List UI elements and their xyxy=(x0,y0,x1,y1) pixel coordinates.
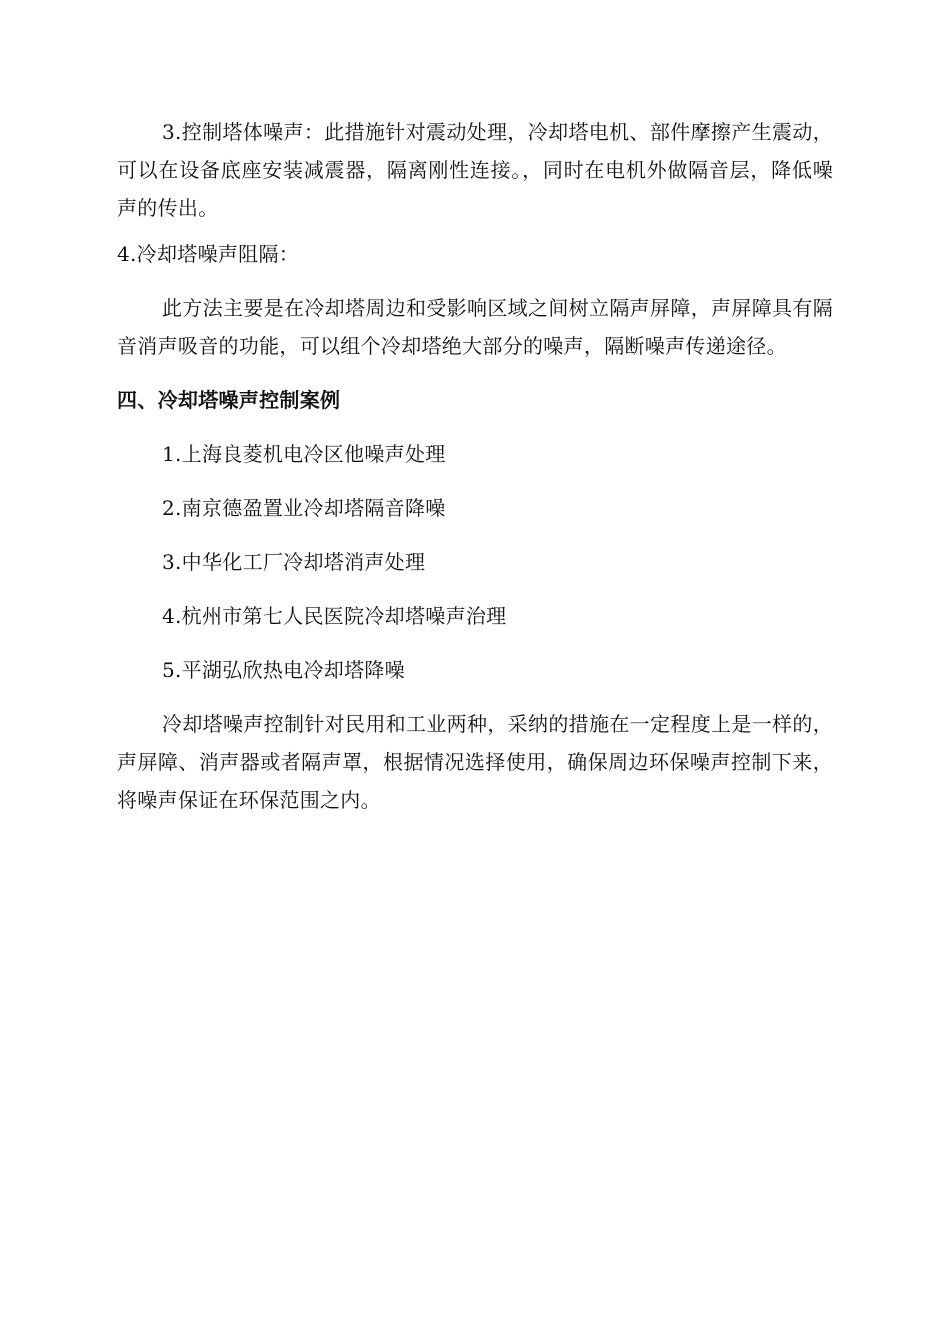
section4-heading: 四、冷却塔噪声控制案例 xyxy=(117,388,341,412)
document-page xyxy=(117,113,833,819)
item4-title: 4.冷却塔噪声阻隔： xyxy=(117,242,300,266)
item3-paragraph: 3.控制塔体噪声：此措施针对震动处理，冷却塔电机、部件摩擦产生震动，可以在设备底座安装减震器，隔离刚性连接。，同时在电机外做隔音层，降低噪声的传出。 xyxy=(117,120,833,220)
case-item-5: 5.平湖弘欣热电冷却塔降噪 xyxy=(162,658,405,682)
item4-paragraph: 此方法主要是在冷却塔周边和受影响区域之间树立隔声屏障，声屏障具有隔音消声吸音的功能，可以组个冷却塔绝大部分的噪声，隔断噪声传递途径。 xyxy=(117,296,833,358)
case-item-1: 1.上海良菱机电冷区他噪声处理 xyxy=(162,442,446,466)
case-item-2: 2.南京德盈置业冷却塔隔音降噪 xyxy=(162,496,446,520)
case-item-3: 3.中华化工厂冷却塔消声处理 xyxy=(162,550,426,574)
case-item-4: 4.杭州市第七人民医院冷却塔噪声治理 xyxy=(162,604,507,628)
conclusion-paragraph: 冷却塔噪声控制针对民用和工业两种，采纳的措施在一定程度上是一样的，声屏障、消声器或者隔声罩，根据情况选择使用，确保周边环保噪声控制下来，将噪声保证在环保范围之内。 xyxy=(117,712,833,812)
